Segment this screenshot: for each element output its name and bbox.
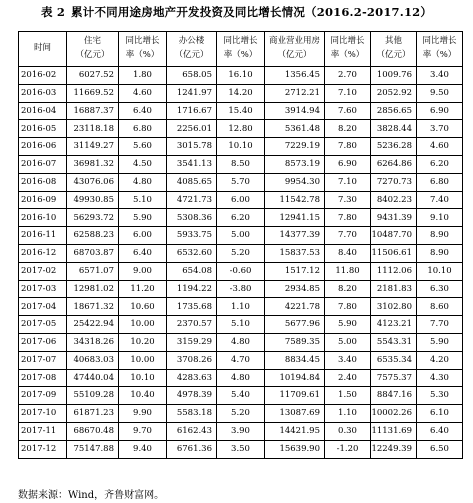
table-cell: 6532.60 bbox=[167, 244, 217, 262]
table-cell: 11506.61 bbox=[371, 244, 417, 262]
table-cell: 1735.68 bbox=[167, 298, 217, 316]
table-cell: 2712.21 bbox=[265, 84, 325, 102]
column-header bbox=[417, 32, 463, 67]
table-cell: 1.10 bbox=[325, 405, 371, 423]
column-header-line: 住宅 bbox=[83, 36, 101, 47]
table-cell: 5.20 bbox=[217, 244, 265, 262]
column-header-line: （亿元） bbox=[75, 50, 110, 60]
table-row bbox=[19, 191, 463, 209]
table-cell: 7.60 bbox=[325, 102, 371, 120]
table-cell: 9.00 bbox=[119, 262, 167, 280]
column-header-line: （亿元） bbox=[376, 50, 411, 60]
table-cell: 36981.32 bbox=[67, 155, 119, 173]
table-cell: 1716.67 bbox=[167, 102, 217, 120]
row-date-cell: 2016-12 bbox=[19, 244, 67, 262]
table-cell: 10.40 bbox=[119, 387, 167, 405]
table-row bbox=[19, 209, 463, 227]
row-date-cell: 2017-12 bbox=[19, 440, 67, 458]
table-caption: 累计不同用途房地产开发投资及同比增长情况（2016.2-2017.12） bbox=[71, 5, 433, 19]
table-cell: 10.00 bbox=[119, 351, 167, 369]
table-number: 表 2 bbox=[40, 5, 66, 19]
table-cell: 14.20 bbox=[217, 84, 265, 102]
table-row bbox=[19, 422, 463, 440]
table-cell: 2256.01 bbox=[167, 120, 217, 138]
table-cell: 56293.72 bbox=[67, 209, 119, 227]
table-cell: 2370.57 bbox=[167, 316, 217, 334]
table-cell: 6.20 bbox=[417, 155, 463, 173]
column-header-line: （亿元） bbox=[174, 50, 209, 60]
table-cell: 4.30 bbox=[417, 369, 463, 387]
table-cell: 4221.78 bbox=[265, 298, 325, 316]
column-header-line: 其他 bbox=[384, 36, 402, 47]
table-cell: 5677.96 bbox=[265, 316, 325, 334]
table-cell: 11.80 bbox=[325, 262, 371, 280]
table-row bbox=[19, 369, 463, 387]
table-row bbox=[19, 405, 463, 423]
row-date-cell: 2017-02 bbox=[19, 262, 67, 280]
table-row bbox=[19, 333, 463, 351]
table-cell: 4.80 bbox=[217, 333, 265, 351]
table-cell: 11669.52 bbox=[67, 84, 119, 102]
table-cell: 1009.76 bbox=[371, 67, 417, 85]
table-cell: 1241.97 bbox=[167, 84, 217, 102]
table-cell: 3102.80 bbox=[371, 298, 417, 316]
table-cell: 5.60 bbox=[119, 138, 167, 156]
table-cell: 2.70 bbox=[325, 67, 371, 85]
table-cell: 4.70 bbox=[217, 351, 265, 369]
table-cell: 4978.39 bbox=[167, 387, 217, 405]
table-cell: 2856.65 bbox=[371, 102, 417, 120]
table-cell: 4283.63 bbox=[167, 369, 217, 387]
table-cell: 7.30 bbox=[325, 191, 371, 209]
row-date-cell: 2016-09 bbox=[19, 191, 67, 209]
row-date-cell: 2016-06 bbox=[19, 138, 67, 156]
table-cell: 2934.85 bbox=[265, 280, 325, 298]
table-cell: 16.10 bbox=[217, 67, 265, 85]
table-body bbox=[19, 67, 463, 459]
table-cell: 1194.22 bbox=[167, 280, 217, 298]
table-cell: 6264.86 bbox=[371, 155, 417, 173]
table-cell: 12249.39 bbox=[371, 440, 417, 458]
row-date-cell: 2017-09 bbox=[19, 387, 67, 405]
table-cell: 5933.75 bbox=[167, 227, 217, 245]
table-cell: 40683.03 bbox=[67, 351, 119, 369]
table-cell: 34318.26 bbox=[67, 333, 119, 351]
row-date-cell: 2017-03 bbox=[19, 280, 67, 298]
table-row bbox=[19, 387, 463, 405]
column-header bbox=[167, 32, 217, 67]
table-cell: 3914.94 bbox=[265, 102, 325, 120]
table-cell: 4.80 bbox=[119, 173, 167, 191]
table-cell: 10.60 bbox=[119, 298, 167, 316]
table-cell: 6.40 bbox=[417, 422, 463, 440]
table-row bbox=[19, 138, 463, 156]
table-cell: 10002.26 bbox=[371, 405, 417, 423]
row-date-cell: 2016-04 bbox=[19, 102, 67, 120]
table-cell: 7.70 bbox=[325, 227, 371, 245]
row-date-cell: 2016-07 bbox=[19, 155, 67, 173]
table-cell: 62588.23 bbox=[67, 227, 119, 245]
table-cell: 14377.39 bbox=[265, 227, 325, 245]
column-header bbox=[265, 32, 325, 67]
table-row bbox=[19, 120, 463, 138]
column-header-line: 同比增长 bbox=[422, 36, 457, 47]
table-cell: 5236.28 bbox=[371, 138, 417, 156]
table-cell: 5.00 bbox=[217, 227, 265, 245]
column-header-line: 同比增长 bbox=[125, 36, 160, 47]
table-cell: 4.50 bbox=[119, 155, 167, 173]
table-cell: 31149.27 bbox=[67, 138, 119, 156]
table-cell: 8.20 bbox=[325, 280, 371, 298]
table-cell: 0.30 bbox=[325, 422, 371, 440]
table-row bbox=[19, 67, 463, 85]
table-cell: 10.10 bbox=[119, 369, 167, 387]
table-row bbox=[19, 244, 463, 262]
table-cell: 5583.18 bbox=[167, 405, 217, 423]
table-cell: 12981.02 bbox=[67, 280, 119, 298]
row-date-cell: 2016-08 bbox=[19, 173, 67, 191]
table-cell: 5.30 bbox=[417, 387, 463, 405]
table-cell: 2181.83 bbox=[371, 280, 417, 298]
table-cell: 4.20 bbox=[417, 351, 463, 369]
table-cell: 6.30 bbox=[417, 280, 463, 298]
table-cell: 16887.37 bbox=[67, 102, 119, 120]
table-cell: 3828.44 bbox=[371, 120, 417, 138]
table-row bbox=[19, 262, 463, 280]
table-cell: 4.80 bbox=[217, 369, 265, 387]
table-cell: 5.90 bbox=[119, 209, 167, 227]
table-cell: 55109.28 bbox=[67, 387, 119, 405]
table-cell: 654.08 bbox=[167, 262, 217, 280]
row-date-cell: 2017-10 bbox=[19, 405, 67, 423]
table-cell: 6.00 bbox=[119, 227, 167, 245]
table-cell: 49930.85 bbox=[67, 191, 119, 209]
table-cell: 8402.23 bbox=[371, 191, 417, 209]
column-header-line: 率（%） bbox=[223, 50, 258, 60]
table-cell: -3.80 bbox=[217, 280, 265, 298]
source-note: 数据来源：Wind，齐鲁财富网。 bbox=[18, 490, 165, 501]
column-header bbox=[67, 32, 119, 67]
table-row bbox=[19, 316, 463, 334]
table-cell: 1356.45 bbox=[265, 67, 325, 85]
table-cell: 3.40 bbox=[417, 67, 463, 85]
table-cell: 61871.23 bbox=[67, 405, 119, 423]
table-cell: 6.90 bbox=[417, 102, 463, 120]
table-cell: 10194.84 bbox=[265, 369, 325, 387]
table-cell: 5.10 bbox=[119, 191, 167, 209]
table-cell: 8834.45 bbox=[265, 351, 325, 369]
table-cell: 10487.70 bbox=[371, 227, 417, 245]
table-cell: 6.40 bbox=[119, 244, 167, 262]
table-cell: 6162.43 bbox=[167, 422, 217, 440]
table-cell: 8847.16 bbox=[371, 387, 417, 405]
table-cell: 4123.21 bbox=[371, 316, 417, 334]
table-cell: 1.10 bbox=[217, 298, 265, 316]
table-cell: 6.80 bbox=[119, 120, 167, 138]
table-cell: -0.60 bbox=[217, 262, 265, 280]
table-cell: 8.20 bbox=[325, 120, 371, 138]
table-cell: 7270.73 bbox=[371, 173, 417, 191]
table-row bbox=[19, 351, 463, 369]
table-cell: 25422.94 bbox=[67, 316, 119, 334]
table-cell: 5.10 bbox=[217, 316, 265, 334]
table-cell: 3015.78 bbox=[167, 138, 217, 156]
table-title bbox=[0, 4, 473, 20]
table-cell: 14421.95 bbox=[265, 422, 325, 440]
table-cell: 6.80 bbox=[417, 173, 463, 191]
row-date-cell: 2016-05 bbox=[19, 120, 67, 138]
table-cell: 3.70 bbox=[417, 120, 463, 138]
table-cell: 7.80 bbox=[325, 298, 371, 316]
table-cell: 5543.31 bbox=[371, 333, 417, 351]
row-date-cell: 2017-05 bbox=[19, 316, 67, 334]
table-cell: 7.10 bbox=[325, 173, 371, 191]
table-cell: 6.10 bbox=[417, 405, 463, 423]
table-row bbox=[19, 298, 463, 316]
table-cell: 12941.15 bbox=[265, 209, 325, 227]
table-cell: 5308.36 bbox=[167, 209, 217, 227]
table-cell: 6.00 bbox=[217, 191, 265, 209]
table-cell: 7.10 bbox=[325, 84, 371, 102]
row-date-cell: 2017-07 bbox=[19, 351, 67, 369]
table-cell: 4.60 bbox=[119, 84, 167, 102]
table-cell: 9431.39 bbox=[371, 209, 417, 227]
table-cell: 3.50 bbox=[217, 440, 265, 458]
table-cell: 68670.48 bbox=[67, 422, 119, 440]
table-cell: 23118.18 bbox=[67, 120, 119, 138]
table-cell: 10.10 bbox=[417, 262, 463, 280]
table-cell: 6.50 bbox=[417, 440, 463, 458]
table-cell: 4.60 bbox=[417, 138, 463, 156]
table-cell: 11.20 bbox=[119, 280, 167, 298]
table-cell: 2052.92 bbox=[371, 84, 417, 102]
table-cell: 13087.69 bbox=[265, 405, 325, 423]
row-date-cell: 2016-11 bbox=[19, 227, 67, 245]
table-cell: 10.00 bbox=[119, 316, 167, 334]
table-cell: 10.10 bbox=[217, 138, 265, 156]
table-cell: 8.90 bbox=[417, 227, 463, 245]
table-cell: 6.90 bbox=[325, 155, 371, 173]
table-cell: 11131.69 bbox=[371, 422, 417, 440]
table-cell: 5.90 bbox=[325, 316, 371, 334]
table-cell: 5.40 bbox=[217, 387, 265, 405]
table-cell: 3708.26 bbox=[167, 351, 217, 369]
table-cell: 7.40 bbox=[417, 191, 463, 209]
table-cell: 8.90 bbox=[417, 244, 463, 262]
table-cell: 10.20 bbox=[119, 333, 167, 351]
table-cell: 9.90 bbox=[119, 405, 167, 423]
table-cell: 8573.19 bbox=[265, 155, 325, 173]
column-header-line: （亿元） bbox=[277, 50, 312, 60]
table-cell: 1112.06 bbox=[371, 262, 417, 280]
table-cell: 9.40 bbox=[119, 440, 167, 458]
table-cell: -1.20 bbox=[325, 440, 371, 458]
table-cell: 43076.06 bbox=[67, 173, 119, 191]
table-cell: 7.80 bbox=[325, 209, 371, 227]
table-cell: 9.50 bbox=[417, 84, 463, 102]
column-header-line: 率（%） bbox=[422, 50, 457, 60]
table-cell: 15639.90 bbox=[265, 440, 325, 458]
table-cell: 11709.61 bbox=[265, 387, 325, 405]
column-header-line: 商业营业用房 bbox=[268, 36, 320, 47]
table-cell: 7575.37 bbox=[371, 369, 417, 387]
row-date-cell: 2016-03 bbox=[19, 84, 67, 102]
row-date-cell: 2016-10 bbox=[19, 209, 67, 227]
table-cell: 9954.30 bbox=[265, 173, 325, 191]
table-cell: 6.20 bbox=[217, 209, 265, 227]
column-header bbox=[325, 32, 371, 67]
table-cell: 8.50 bbox=[217, 155, 265, 173]
table-cell: 5.70 bbox=[217, 173, 265, 191]
table-cell: 6027.52 bbox=[67, 67, 119, 85]
table-cell: 12.80 bbox=[217, 120, 265, 138]
table-cell: 7229.19 bbox=[265, 138, 325, 156]
table-cell: 5361.48 bbox=[265, 120, 325, 138]
table-cell: 7589.35 bbox=[265, 333, 325, 351]
row-date-cell: 2017-04 bbox=[19, 298, 67, 316]
table-cell: 4085.65 bbox=[167, 173, 217, 191]
table-row bbox=[19, 440, 463, 458]
table-cell: 1.80 bbox=[119, 67, 167, 85]
column-header bbox=[217, 32, 265, 67]
table-cell: 15837.53 bbox=[265, 244, 325, 262]
table-cell: 15.40 bbox=[217, 102, 265, 120]
table-cell: 9.10 bbox=[417, 209, 463, 227]
table-cell: 3.90 bbox=[217, 422, 265, 440]
table-cell: 7.80 bbox=[325, 138, 371, 156]
table-row bbox=[19, 84, 463, 102]
table-cell: 6535.34 bbox=[371, 351, 417, 369]
column-header-line: 率（%） bbox=[125, 50, 160, 60]
table-cell: 3159.29 bbox=[167, 333, 217, 351]
row-date-cell: 2017-11 bbox=[19, 422, 67, 440]
table-row bbox=[19, 102, 463, 120]
row-date-cell: 2017-08 bbox=[19, 369, 67, 387]
column-header bbox=[19, 32, 67, 67]
table-row bbox=[19, 280, 463, 298]
column-header-line: 时间 bbox=[33, 43, 51, 54]
table-cell: 6.40 bbox=[119, 102, 167, 120]
table-cell: 5.90 bbox=[417, 333, 463, 351]
row-date-cell: 2016-02 bbox=[19, 67, 67, 85]
table-cell: 4721.73 bbox=[167, 191, 217, 209]
table-cell: 3541.13 bbox=[167, 155, 217, 173]
table-cell: 75147.88 bbox=[67, 440, 119, 458]
table-cell: 8.40 bbox=[325, 244, 371, 262]
column-header bbox=[119, 32, 167, 67]
table-cell: 1517.12 bbox=[265, 262, 325, 280]
table-cell: 47440.04 bbox=[67, 369, 119, 387]
table-row bbox=[19, 155, 463, 173]
table-cell: 6571.07 bbox=[67, 262, 119, 280]
table-cell: 68703.87 bbox=[67, 244, 119, 262]
row-date-cell: 2017-06 bbox=[19, 333, 67, 351]
table-cell: 5.00 bbox=[325, 333, 371, 351]
column-header-line: 同比增长 bbox=[330, 36, 365, 47]
table-cell: 1.50 bbox=[325, 387, 371, 405]
table-cell: 7.70 bbox=[417, 316, 463, 334]
column-header-line: 率（%） bbox=[330, 50, 365, 60]
header-row bbox=[19, 32, 463, 67]
table-cell: 8.60 bbox=[417, 298, 463, 316]
table-cell: 9.70 bbox=[119, 422, 167, 440]
table-row bbox=[19, 173, 463, 191]
table-cell: 6761.36 bbox=[167, 440, 217, 458]
table-cell: 5.20 bbox=[217, 405, 265, 423]
column-header-line: 同比增长 bbox=[223, 36, 258, 47]
table-row bbox=[19, 227, 463, 245]
column-header-line: 办公楼 bbox=[178, 36, 205, 47]
table-cell: 18671.32 bbox=[67, 298, 119, 316]
investment-table bbox=[18, 31, 463, 459]
table-cell: 3.40 bbox=[325, 351, 371, 369]
table-cell: 658.05 bbox=[167, 67, 217, 85]
table-cell: 11542.78 bbox=[265, 191, 325, 209]
column-header bbox=[371, 32, 417, 67]
table-cell: 2.40 bbox=[325, 369, 371, 387]
